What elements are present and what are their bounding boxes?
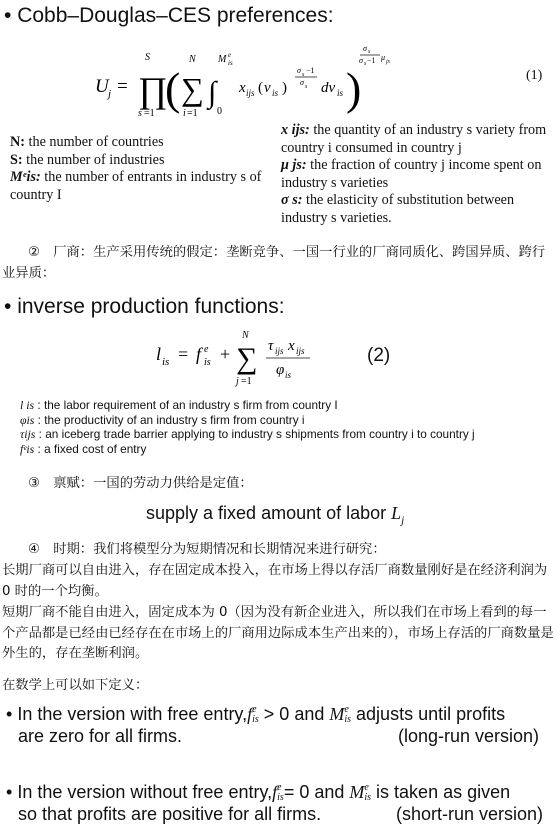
svg-text:e: e	[228, 51, 232, 59]
section2-title	[4, 295, 285, 319]
definition-s: S: the number of industries	[10, 151, 165, 168]
definition-m: Mᵉis: the number of entrants in industry s of country I	[10, 169, 262, 203]
paragraph-endowment: ③ 禀赋：一国的劳动力供给是定值：	[28, 476, 253, 491]
bullet: •	[4, 295, 12, 318]
svg-text:(: (	[165, 63, 181, 114]
equation-utility	[95, 40, 555, 130]
definitions-production	[20, 398, 556, 457]
svg-text:∏: ∏	[138, 70, 168, 110]
definitions-right	[281, 122, 555, 227]
svg-text:s: s	[364, 61, 367, 67]
svg-text:is: is	[285, 370, 292, 380]
svg-text:S: S	[145, 52, 150, 63]
svg-text:s: s	[302, 72, 305, 78]
svg-text:s: s	[305, 84, 308, 90]
paragraph-firms: ② 厂商：生产采用传统的假定：垄断竞争、一国一行业的厂商同质化、跨国异质、跨行业异质：	[2, 245, 546, 281]
equation-number-1: (1)	[526, 68, 543, 83]
svg-text:is: is	[204, 357, 211, 368]
bullet-long-run: • In the version with free entry,fe is > 0 and Me is adjusts until profits are zero for all firms. (long-run version)	[6, 704, 540, 747]
svg-text:=1: =1	[241, 376, 252, 387]
svg-text:=: =	[117, 76, 128, 97]
svg-text:μ: μ	[381, 53, 386, 62]
svg-text:=1: =1	[187, 108, 198, 119]
paragraph-math: 在数学上可以如下定义：	[2, 678, 149, 693]
equation-number-2: (2)	[367, 345, 391, 366]
svg-text:∑: ∑	[236, 342, 258, 375]
definition-phi: φis : the productivity of an industry s firm from country i	[20, 412, 305, 427]
svg-text:∑: ∑	[181, 71, 204, 107]
svg-text:j: j	[236, 376, 239, 387]
svg-text:M: M	[218, 54, 227, 65]
svg-text:is: is	[228, 59, 233, 67]
svg-text:(: (	[258, 80, 263, 96]
svg-text:): )	[282, 80, 287, 96]
svg-text:σ: σ	[363, 44, 367, 53]
section1-title	[4, 4, 334, 28]
svg-text:ijs: ijs	[296, 346, 305, 356]
svg-text:σ: σ	[300, 78, 304, 87]
definitions-left	[10, 134, 268, 204]
svg-text:U: U	[95, 76, 109, 97]
svg-text:ijs: ijs	[246, 88, 255, 98]
svg-text:N: N	[242, 330, 249, 341]
svg-text:is: is	[337, 88, 344, 98]
definition-f: fᵉis : a fixed cost of entry	[20, 442, 147, 457]
definition-tau: τijs : an iceberg trade barrier applying to industry s shipments from country i to country j	[20, 427, 475, 442]
svg-text:ijs: ijs	[275, 346, 284, 356]
svg-text:dν: dν	[321, 80, 336, 96]
paragraph-short-run: 短期厂商不能自由进入，固定成本为 0（因为没有新企业进入，所以我们在市场上看到的每一个产品都是已经由已经存在在市场上的厂商用边际成本生产出来的），市场上存活的厂商数量是外生的，存在垄断利润。	[2, 605, 554, 661]
svg-text:s: s	[138, 108, 142, 119]
svg-text:+: +	[220, 344, 231, 364]
svg-text:i: i	[183, 108, 186, 119]
paragraph-period: ④ 时期：我们将模型分为短期情况和长期情况来进行研究：	[28, 542, 386, 557]
svg-text:s: s	[368, 49, 371, 55]
definition-l: l is : the labor requirement of an industry s firm from country I	[20, 398, 338, 412]
svg-text:=: =	[178, 344, 189, 364]
svg-text:τ: τ	[268, 338, 274, 354]
svg-text:−1: −1	[367, 56, 376, 65]
svg-text:ν: ν	[264, 80, 271, 96]
svg-text:x: x	[239, 80, 246, 96]
definition-sigma: σ s: the elasticity of substitution between industry s varieties.	[281, 192, 515, 226]
svg-text:js: js	[386, 59, 391, 65]
svg-text:f: f	[196, 344, 202, 364]
svg-text:φ: φ	[276, 362, 285, 378]
svg-text:−1: −1	[306, 66, 315, 75]
svg-text:0: 0	[217, 106, 222, 117]
svg-text:N: N	[189, 54, 196, 65]
supply-line: supply a fixed amount of labor $L_j$	[146, 503, 405, 527]
svg-text:): )	[346, 63, 362, 114]
svg-text:is: is	[162, 356, 170, 368]
svg-text:σ: σ	[359, 56, 363, 65]
definition-mu: μ js: the fraction of country j income spent on industry s varieties	[281, 157, 542, 191]
svg-text:is: is	[272, 88, 279, 98]
definition-n: N: the number of countries	[10, 134, 164, 150]
definition-x: x ijs: the quantity of an industry s variety from country i consumed in country j	[281, 122, 547, 156]
svg-text:σ: σ	[297, 66, 301, 75]
title-text: inverse production functions:	[17, 295, 285, 318]
paragraph-long-run: 长期厂商可以自由进入，存在固定成本投入，在市场上得以存活厂商数量刚好是在经济利润为 0 时的一个均衡。	[2, 563, 548, 599]
svg-text:=1: =1	[144, 108, 155, 119]
bullet: •	[4, 4, 12, 27]
svg-text:j: j	[108, 88, 112, 100]
title-text: Cobb–Douglas–CES preferences:	[17, 4, 334, 27]
svg-text:e: e	[204, 344, 209, 355]
bullet-short-run: • In the version without free entry,fe is= 0 and Me is is taken as given so that profits are positive for all firms. (short-run version)	[6, 782, 544, 825]
svg-text:x: x	[288, 338, 295, 354]
svg-text:∫: ∫	[208, 76, 217, 109]
svg-text:l: l	[156, 344, 162, 364]
